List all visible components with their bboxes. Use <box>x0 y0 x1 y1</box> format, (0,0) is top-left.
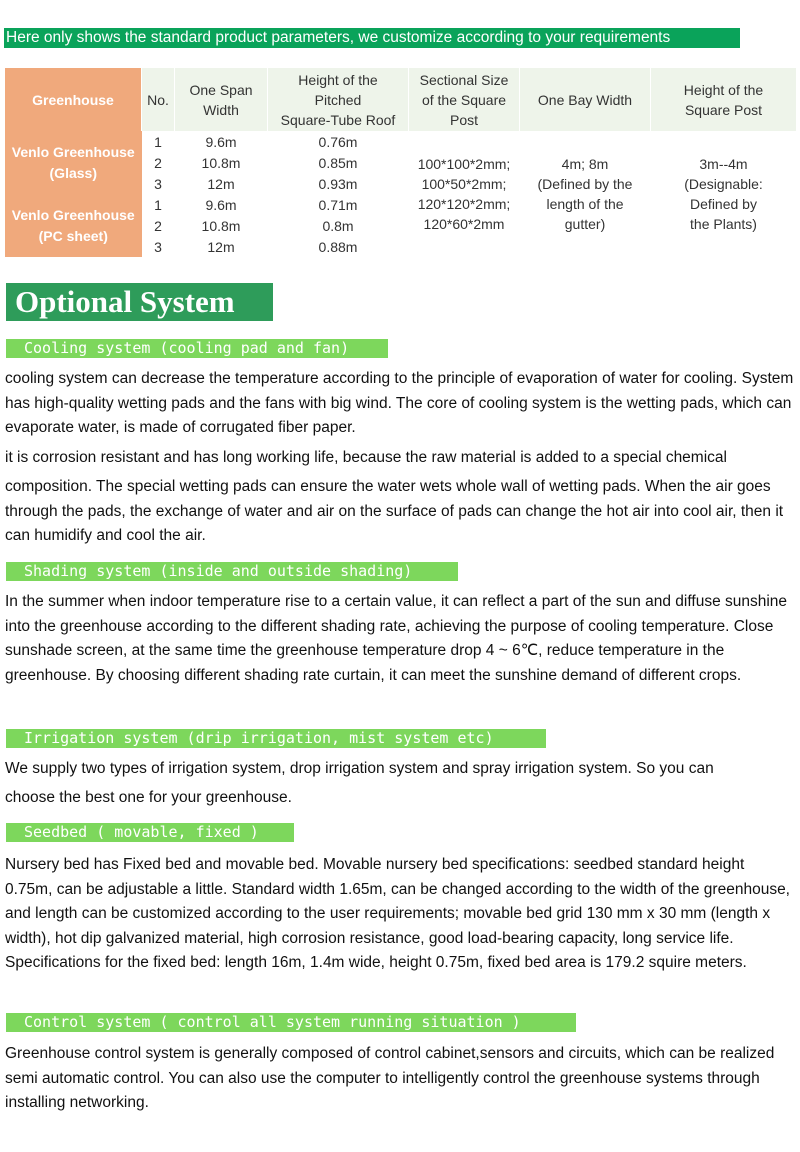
header-bay: One Bay Width <box>520 68 651 131</box>
post-size-line: 100*50*2mm; <box>421 176 507 192</box>
post-height-line: the Plants) <box>690 216 757 232</box>
group-label-line: (Glass) <box>49 164 97 181</box>
table-header-row <box>5 68 797 131</box>
header-post-line: Post <box>449 111 478 128</box>
control-paragraph: Greenhouse control system is generally composed of control cabinet,sensors and circuits, which can be realized semi automatic control. You can also use the computer to intelligently control the greenhouse systems through installing networking. <box>5 1045 775 1111</box>
post-height-line: 3m--4m <box>699 156 748 172</box>
header-post-size <box>409 68 520 131</box>
cell-no: 3 <box>154 175 162 192</box>
cooling-paragraph-2: it is corrosion resistant and has long working life, because the raw material is added to a special chemical <box>5 449 727 466</box>
cell-no: 2 <box>154 217 162 234</box>
cell-span: 10.8m <box>201 154 241 171</box>
customize-banner: Here only shows the standard product parameters, we customize according to your requirements <box>4 28 740 48</box>
cell-roof: 0.76m <box>318 133 358 150</box>
bay-width-line: 4m; 8m <box>561 156 609 172</box>
cell-span: 10.8m <box>201 217 241 234</box>
header-height-line: Square Post <box>684 101 763 118</box>
bay-width-line: gutter) <box>564 216 606 232</box>
cell-no: 1 <box>154 196 162 213</box>
post-size-line: 120*60*2mm <box>423 216 505 232</box>
irrigation-paragraph-2: choose the best one for your greenhouse. <box>5 789 292 806</box>
header-no: No. <box>142 68 175 131</box>
bay-width-line: length of the <box>546 196 624 212</box>
header-greenhouse: Greenhouse <box>5 68 142 131</box>
cell-no: 1 <box>154 133 162 150</box>
header-post-height <box>651 68 797 131</box>
group-label-glass <box>5 131 142 194</box>
cell-span: 12m <box>207 175 235 192</box>
post-height-line: Defined by <box>690 196 757 212</box>
post-size-line: 120*120*2mm; <box>417 196 511 212</box>
header-roof <box>268 68 409 131</box>
cell-roof: 0.88m <box>318 238 358 255</box>
group-label-line: (PC sheet) <box>38 227 108 244</box>
header-height-line: Height of the <box>683 81 764 98</box>
table-row <box>5 131 797 152</box>
cell-span: 9.6m <box>205 196 237 213</box>
header-roof-line: Square-Tube Roof <box>280 111 396 128</box>
shading-system-heading: Shading system (inside and outside shading) <box>6 562 458 581</box>
group-label-pc-sheet <box>5 194 142 257</box>
cooling-paragraph-3: composition. The special wetting pads can ensure the water wets whole wall of wetting pads. When the air goes through the pads, the exchange of water and air on the surface of pads can change the hot air into cool air, then it can humidify and cool the air. <box>5 478 784 544</box>
cell-roof: 0.93m <box>318 175 358 192</box>
cooling-paragraph-1: cooling system can decrease the temperature according to the principle of evaporation of water for cooling. System has high-quality wetting pads and the fans with big wind. The core of cooling system is the wetting pads, which can evaporate water, is made of corrugated fiber paper. <box>5 370 794 436</box>
header-post-line: Sectional Size <box>419 71 509 88</box>
shading-paragraph: In the summer when indoor temperature rise to a certain value, it can reflect a part of the sun and diffuse sunshine into the greenhouse according to the different shading rate, achieving the purpose of cooling temperature. Close sunshade screen, at the same time the greenhouse temperature drop 4 ~ 6℃, reduce temperature in the greenhouse. By choosing different shading rate curtain, it can meet the sunshine demand of different crops. <box>5 593 788 684</box>
group-label-line: Venlo Greenhouse <box>11 206 135 223</box>
control-system-heading: Control system ( control all system running situation ) <box>6 1013 576 1032</box>
optional-system-title: Optional System <box>6 283 273 321</box>
post-size-line: 100*100*2mm; <box>417 156 511 172</box>
seedbed-paragraph: Nursery bed has Fixed bed and movable bed. Movable nursery bed specifications: seedbed standard height 0.75m, can be adjustable a little. Standard width 1.65m, can be changed according to the width of the greenhouse, and length can be customized according to the user requirements; movable bed grid 130 mm x 30 mm (length x width), hot dip galvanized material, high corrosion resistance, good load-bearing capacity, long service life. Specifications for the fixed bed: length 16m, 1.4m wide, height 0.75m, fixed bed area is 179.2 squire meters. <box>5 856 790 971</box>
cell-roof: 0.71m <box>318 196 358 213</box>
cell-roof: 0.8m <box>322 217 354 234</box>
header-post-line: of the Square <box>421 91 507 108</box>
irrigation-system-heading: Irrigation system (drip irrigation, mist system etc) <box>6 729 546 748</box>
cell-span: 12m <box>207 238 235 255</box>
cell-post-height <box>651 131 797 257</box>
header-span: One Span Width <box>175 68 268 131</box>
post-height-line: (Designable: <box>684 176 763 192</box>
group-label-line: Venlo Greenhouse <box>11 143 135 160</box>
irrigation-paragraph-1: We supply two types of irrigation system, drop irrigation system and spray irrigation system. So you can <box>5 760 714 777</box>
cell-roof: 0.85m <box>318 154 358 171</box>
cell-span: 9.6m <box>205 133 237 150</box>
parameters-table <box>5 68 797 257</box>
cell-no: 2 <box>154 154 162 171</box>
cell-post-sizes <box>409 131 520 257</box>
cell-bay-width <box>520 131 651 257</box>
seedbed-heading: Seedbed ( movable, fixed ) <box>6 823 294 842</box>
cell-no: 3 <box>154 238 162 255</box>
header-roof-line: Pitched <box>314 91 362 108</box>
cooling-system-heading: Cooling system (cooling pad and fan) <box>6 339 388 358</box>
header-roof-line: Height of the <box>298 71 378 88</box>
bay-width-line: (Defined by the <box>537 176 633 192</box>
